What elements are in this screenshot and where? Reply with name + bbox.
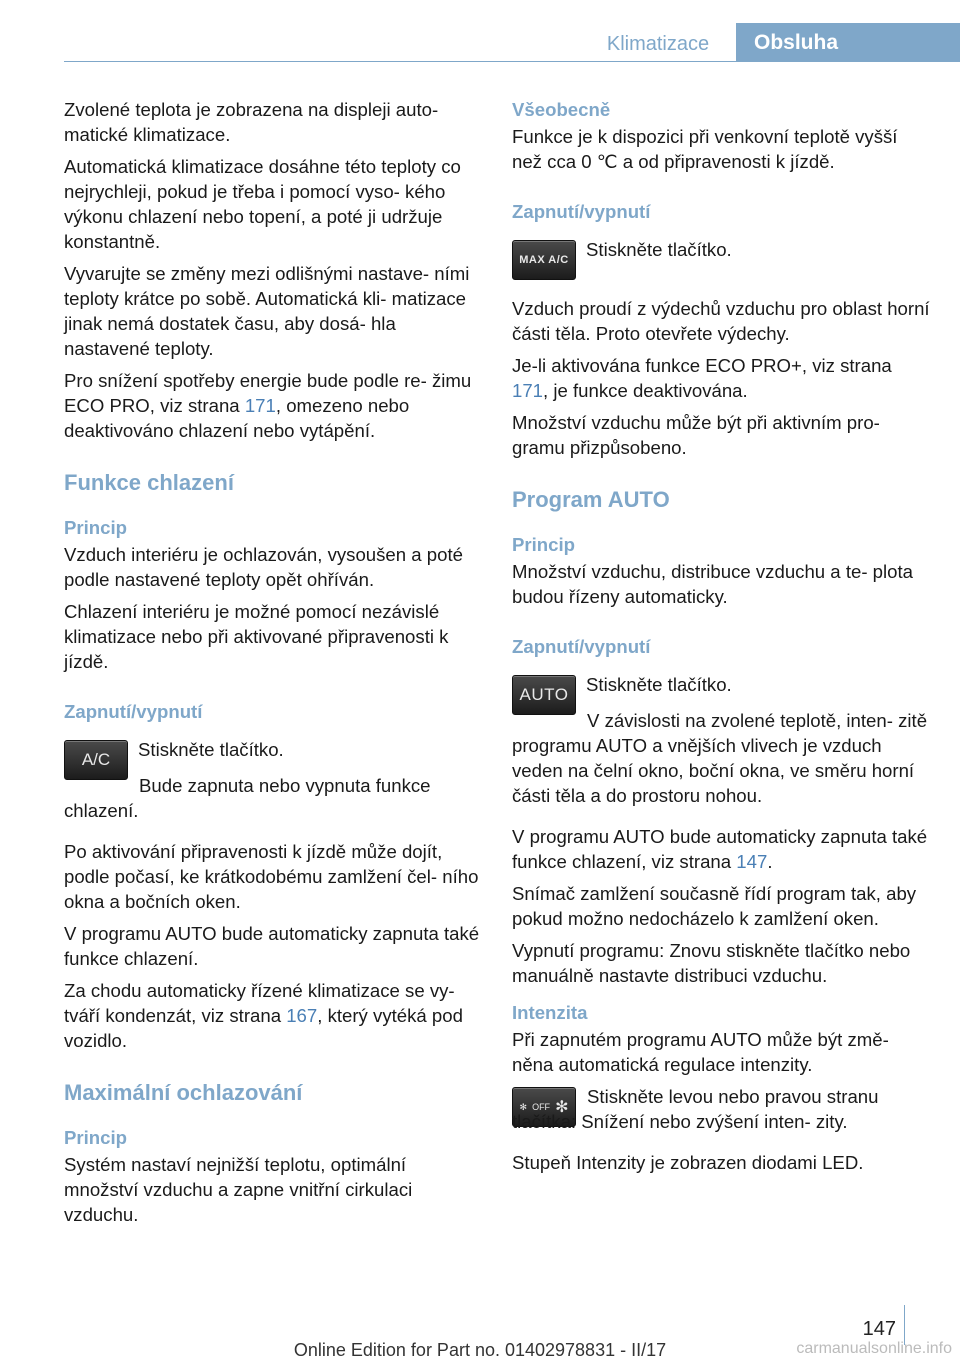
paragraph: Stupeň Intenzity je zobrazen diodami LED. bbox=[512, 1152, 864, 1173]
subheading-principle: Princip bbox=[64, 1127, 128, 1148]
paragraph: V programu AUTO bude automaticky zapnuta také funkce chlazení. bbox=[64, 923, 480, 969]
paragraph: Funkce je k dispozici při venkovní teplotě vyšší než cca 0 ℃ a od připravenosti k jízdě. bbox=[512, 126, 898, 172]
fan-small-icon: ✻ bbox=[519, 1101, 528, 1112]
footer-rule bbox=[904, 1305, 905, 1345]
subheading-principle: Princip bbox=[512, 534, 576, 555]
header-chapter-tab: Obsluha bbox=[736, 23, 960, 61]
paragraph: Automatická klimatizace dosáhne této teploty co nejrychleji, pokud je třeba i pomocí vyso‐ kého výkonu chlazení nebo topení, a poté ji udržuje konstantně. bbox=[64, 156, 461, 252]
paragraph: Stiskněte tlačítko. bbox=[586, 239, 732, 260]
right-column bbox=[512, 97, 932, 1182]
header-section-title: Klimatizace bbox=[606, 33, 710, 55]
page-link[interactable]: 171 bbox=[244, 395, 276, 416]
paragraph: V závislosti na zvolené teplotě, inten‐ zitě programu AUTO a vnějších vlivech je vzduch veden na čelní okno, boční okna, ve směru horní části těla a do prostoru nohou. bbox=[512, 710, 928, 806]
paragraph: Vypnutí programu: Znovu stiskněte tlačítko nebo manuálně nastavte distribuci vzduchu. bbox=[512, 940, 911, 986]
max-ac-button-image: MAX A/C bbox=[512, 240, 576, 280]
edition-footer: Online Edition for Part no. 01402978831 - II/17 bbox=[293, 1340, 667, 1360]
auto-button-image: AUTO bbox=[512, 675, 576, 715]
paragraph: Vyvarujte se změny mezi odlišnými nastave‐ ními teploty krátce po sobě. Automatická kli‐ matizace jinak nemá dostatek času, aby dosá‐ hla nastavené teploty. bbox=[64, 263, 470, 359]
subheading-on-off: Zapnutí/vypnutí bbox=[512, 201, 651, 222]
paragraph: Za chodu automaticky řízené klimatizace se vy‐ tváří kondenzát, viz strana 167, který vytéká pod vozidlo. bbox=[64, 980, 463, 1051]
paragraph: Pro snížení spotřeby energie bude podle re‐ žimu ECO PRO, viz strana 171, omezeno nebo deaktivováno chlazení nebo vytápění. bbox=[64, 370, 472, 441]
paragraph: Množství vzduchu může být při aktivním pro‐ gramu přizpůsobeno. bbox=[512, 412, 880, 458]
page-link[interactable]: 171 bbox=[512, 380, 544, 401]
paragraph: Zvolené teplota je zobrazena na displeji auto‐ matické klimatizace. bbox=[64, 99, 439, 145]
ac-button-image: A/C bbox=[64, 740, 128, 780]
page-link[interactable]: 147 bbox=[736, 851, 768, 872]
paragraph: Při zapnutém programu AUTO může být změ‐ něna automatická regulace intenzity. bbox=[512, 1029, 889, 1075]
subheading-on-off: Zapnutí/vypnutí bbox=[512, 636, 651, 657]
paragraph: Stiskněte tlačítko. bbox=[586, 674, 732, 695]
fan-off-label: OFF bbox=[532, 1102, 551, 1112]
paragraph: V programu AUTO bude automaticky zapnuta také funkce chlazení, viz strana 147. bbox=[512, 826, 928, 872]
paragraph: Po aktivování připravenosti k jízdě může dojít, podle počasí, ke krátkodobému zamlžení čel‐ ního okna a bočních oken. bbox=[64, 841, 479, 912]
heading-max-cooling: Maximální ochlazování bbox=[64, 1080, 303, 1105]
paragraph: Snímač zamlžení současně řídí program tak, aby pokud možno nedocházelo k zamlžení oken. bbox=[512, 883, 917, 929]
button-instruction bbox=[512, 237, 932, 280]
paragraph: Bude zapnuta nebo vypnuta funkce chlazení. bbox=[64, 775, 431, 821]
page-link[interactable]: 167 bbox=[286, 1005, 318, 1026]
fan-large-icon: ✻ bbox=[555, 1099, 569, 1116]
paragraph: Systém nastaví nejnižší teplotu, optimální množství vzduchu a zapne vnitřní cirkulaci vzduchu. bbox=[64, 1154, 413, 1225]
header-rule bbox=[64, 61, 960, 62]
paragraph: Vzduch interiéru je ochlazován, vysoušen a poté podle nastavené teploty opět ohříván. bbox=[64, 544, 463, 590]
page-number: 147 bbox=[862, 1318, 896, 1340]
subheading-intensity: Intenzita bbox=[512, 1002, 588, 1023]
left-column bbox=[64, 97, 484, 1234]
watermark: carmanualsonline.info bbox=[796, 1340, 952, 1357]
paragraph: Stiskněte levou nebo pravou stranu tlačítka: Snížení nebo zvýšení inten‐ zity. bbox=[512, 1086, 879, 1132]
subheading-general: Všeobecně bbox=[512, 99, 611, 120]
heading-cooling-function: Funkce chlazení bbox=[64, 470, 234, 495]
paragraph: Chlazení interiéru je možné pomocí nezávislé klimatizace nebo při aktivované připravenosti k jízdě. bbox=[64, 601, 449, 672]
paragraph: Je-li aktivována funkce ECO PRO+, viz strana 171, je funkce deaktivována. bbox=[512, 355, 892, 401]
paragraph: Stiskněte tlačítko. bbox=[138, 739, 284, 760]
paragraph: Vzduch proudí z výdechů vzduchu pro oblast horní části těla. Proto otevřete výdechy. bbox=[512, 298, 930, 344]
subheading-principle: Princip bbox=[64, 517, 128, 538]
subheading-on-off: Zapnutí/vypnutí bbox=[64, 701, 203, 722]
heading-program-auto: Program AUTO bbox=[512, 487, 670, 512]
paragraph: Množství vzduchu, distribuce vzduchu a te‐ plota budou řízeny automaticky. bbox=[512, 561, 914, 607]
